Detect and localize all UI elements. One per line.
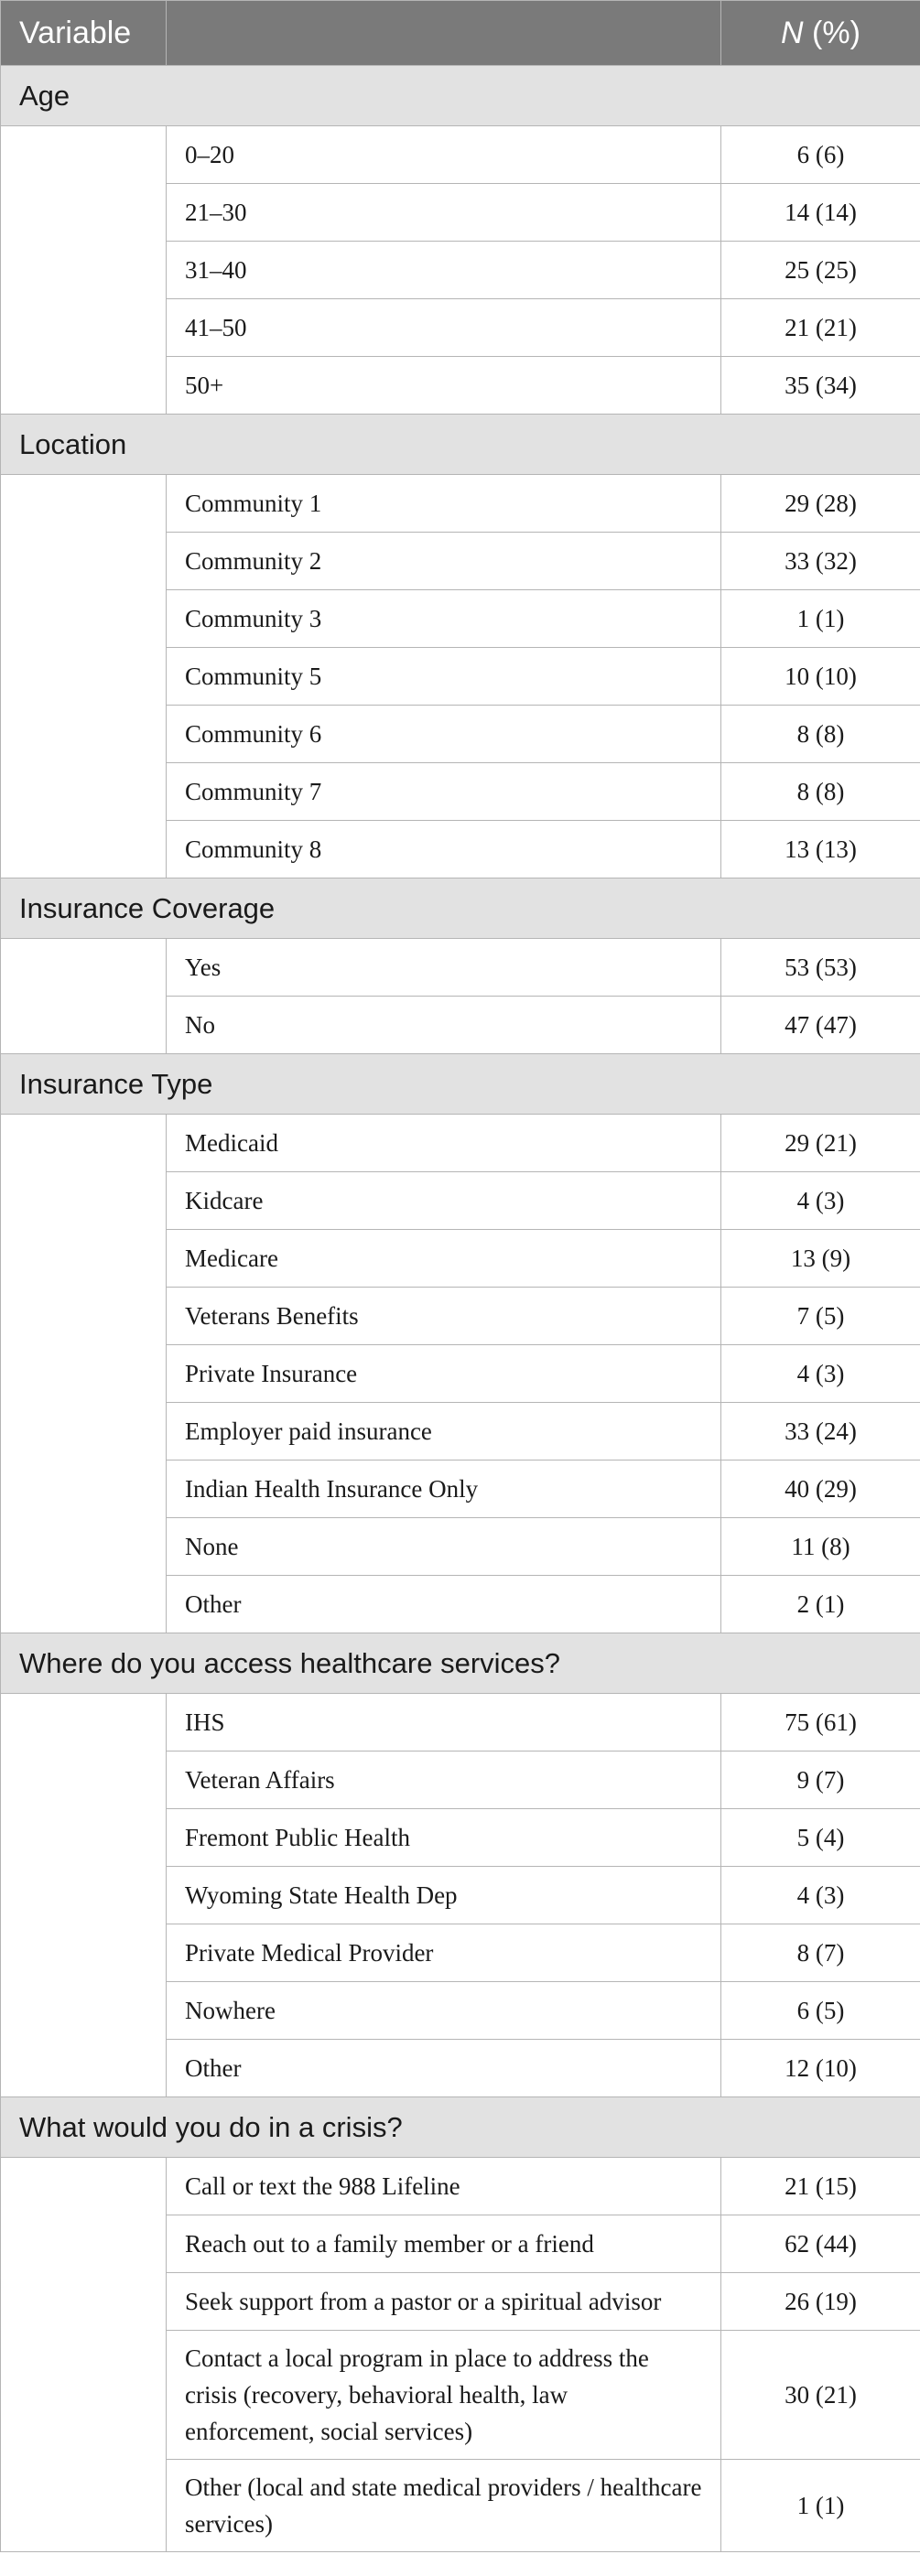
- count-percent-value: 40 (29): [721, 1460, 920, 1518]
- header-blank: [167, 1, 721, 66]
- category-label: Veterans Benefits: [167, 1288, 721, 1345]
- section-title: Insurance Coverage: [1, 878, 920, 939]
- count-percent-value: 8 (7): [721, 1924, 920, 1982]
- header-variable: Variable: [1, 1, 167, 66]
- category-label: Call or text the 988 Lifeline: [167, 2158, 721, 2215]
- category-label: Medicaid: [167, 1115, 721, 1172]
- category-label: Other: [167, 1576, 721, 1633]
- category-label: Other (local and state medical providers / healthcare services): [167, 2460, 721, 2552]
- section-header-row: [1, 1054, 920, 1115]
- category-label: No: [167, 997, 721, 1054]
- count-percent-value: 10 (10): [721, 648, 920, 706]
- table-row: [1, 1694, 920, 1751]
- category-label: Community 8: [167, 821, 721, 878]
- count-percent-value: 30 (21): [721, 2331, 920, 2460]
- count-percent-value: 75 (61): [721, 1694, 920, 1751]
- count-percent-value: 8 (8): [721, 706, 920, 763]
- category-label: Wyoming State Health Dep: [167, 1867, 721, 1924]
- header-n-percent: [721, 1, 920, 66]
- table-row: [1, 2158, 920, 2215]
- category-label: Community 3: [167, 590, 721, 648]
- category-label: Private Insurance: [167, 1345, 721, 1403]
- table-row: [1, 1115, 920, 1172]
- category-label: Community 6: [167, 706, 721, 763]
- category-label: IHS: [167, 1694, 721, 1751]
- count-percent-value: 9 (7): [721, 1751, 920, 1809]
- section-title: What would you do in a crisis?: [1, 2097, 920, 2158]
- category-label: Indian Health Insurance Only: [167, 1460, 721, 1518]
- table-header: [1, 1, 920, 66]
- count-percent-value: 21 (21): [721, 299, 920, 357]
- count-percent-value: 8 (8): [721, 763, 920, 821]
- count-percent-value: 1 (1): [721, 590, 920, 648]
- count-percent-value: 26 (19): [721, 2273, 920, 2331]
- table-body: [1, 66, 920, 2552]
- count-percent-value: 2 (1): [721, 1576, 920, 1633]
- count-percent-value: 5 (4): [721, 1809, 920, 1867]
- section-header-row: [1, 2097, 920, 2158]
- count-percent-value: 33 (24): [721, 1403, 920, 1460]
- section-header-row: [1, 415, 920, 475]
- count-percent-value: 12 (10): [721, 2040, 920, 2097]
- category-label: Private Medical Provider: [167, 1924, 721, 1982]
- count-percent-value: 1 (1): [721, 2460, 920, 2552]
- category-label: Kidcare: [167, 1172, 721, 1230]
- header-n: N: [781, 15, 804, 50]
- category-label: 0–20: [167, 126, 721, 184]
- count-percent-value: 21 (15): [721, 2158, 920, 2215]
- table-row: [1, 475, 920, 533]
- table-row: [1, 939, 920, 997]
- variable-spacer-cell: [1, 1694, 167, 2097]
- count-percent-value: 4 (3): [721, 1345, 920, 1403]
- section-title: Where do you access healthcare services?: [1, 1633, 920, 1694]
- category-label: Other: [167, 2040, 721, 2097]
- category-label: 31–40: [167, 242, 721, 299]
- category-label: Community 5: [167, 648, 721, 706]
- variable-spacer-cell: [1, 2158, 167, 2552]
- count-percent-value: 47 (47): [721, 997, 920, 1054]
- category-label: Contact a local program in place to address the crisis (recovery, behavioral health, law enforcement, social services): [167, 2331, 721, 2460]
- category-label: Community 7: [167, 763, 721, 821]
- category-label: 50+: [167, 357, 721, 415]
- section-header-row: [1, 878, 920, 939]
- table-row: [1, 126, 920, 184]
- variable-spacer-cell: [1, 1115, 167, 1633]
- section-title: Location: [1, 415, 920, 475]
- count-percent-value: 13 (9): [721, 1230, 920, 1288]
- category-label: Employer paid insurance: [167, 1403, 721, 1460]
- category-label: Reach out to a family member or a friend: [167, 2215, 721, 2273]
- count-percent-value: 6 (6): [721, 126, 920, 184]
- section-header-row: [1, 66, 920, 126]
- count-percent-value: 25 (25): [721, 242, 920, 299]
- category-label: 21–30: [167, 184, 721, 242]
- section-title: Age: [1, 66, 920, 126]
- variable-spacer-cell: [1, 126, 167, 415]
- header-percent: (%): [803, 15, 860, 50]
- count-percent-value: 29 (28): [721, 475, 920, 533]
- category-label: Medicare: [167, 1230, 721, 1288]
- count-percent-value: 6 (5): [721, 1982, 920, 2040]
- category-label: Seek support from a pastor or a spiritual advisor: [167, 2273, 721, 2331]
- count-percent-value: 35 (34): [721, 357, 920, 415]
- count-percent-value: 13 (13): [721, 821, 920, 878]
- count-percent-value: 11 (8): [721, 1518, 920, 1576]
- category-label: Fremont Public Health: [167, 1809, 721, 1867]
- count-percent-value: 53 (53): [721, 939, 920, 997]
- category-label: 41–50: [167, 299, 721, 357]
- count-percent-value: 29 (21): [721, 1115, 920, 1172]
- category-label: Community 2: [167, 533, 721, 590]
- count-percent-value: 4 (3): [721, 1867, 920, 1924]
- variable-spacer-cell: [1, 475, 167, 878]
- category-label: Veteran Affairs: [167, 1751, 721, 1809]
- category-label: Community 1: [167, 475, 721, 533]
- category-label: Nowhere: [167, 1982, 721, 2040]
- category-label: None: [167, 1518, 721, 1576]
- variable-spacer-cell: [1, 939, 167, 1054]
- count-percent-value: 62 (44): [721, 2215, 920, 2273]
- header-row: [1, 1, 920, 66]
- count-percent-value: 14 (14): [721, 184, 920, 242]
- count-percent-value: 4 (3): [721, 1172, 920, 1230]
- count-percent-value: 33 (32): [721, 533, 920, 590]
- category-label: Yes: [167, 939, 721, 997]
- section-title: Insurance Type: [1, 1054, 920, 1115]
- count-percent-value: 7 (5): [721, 1288, 920, 1345]
- section-header-row: [1, 1633, 920, 1694]
